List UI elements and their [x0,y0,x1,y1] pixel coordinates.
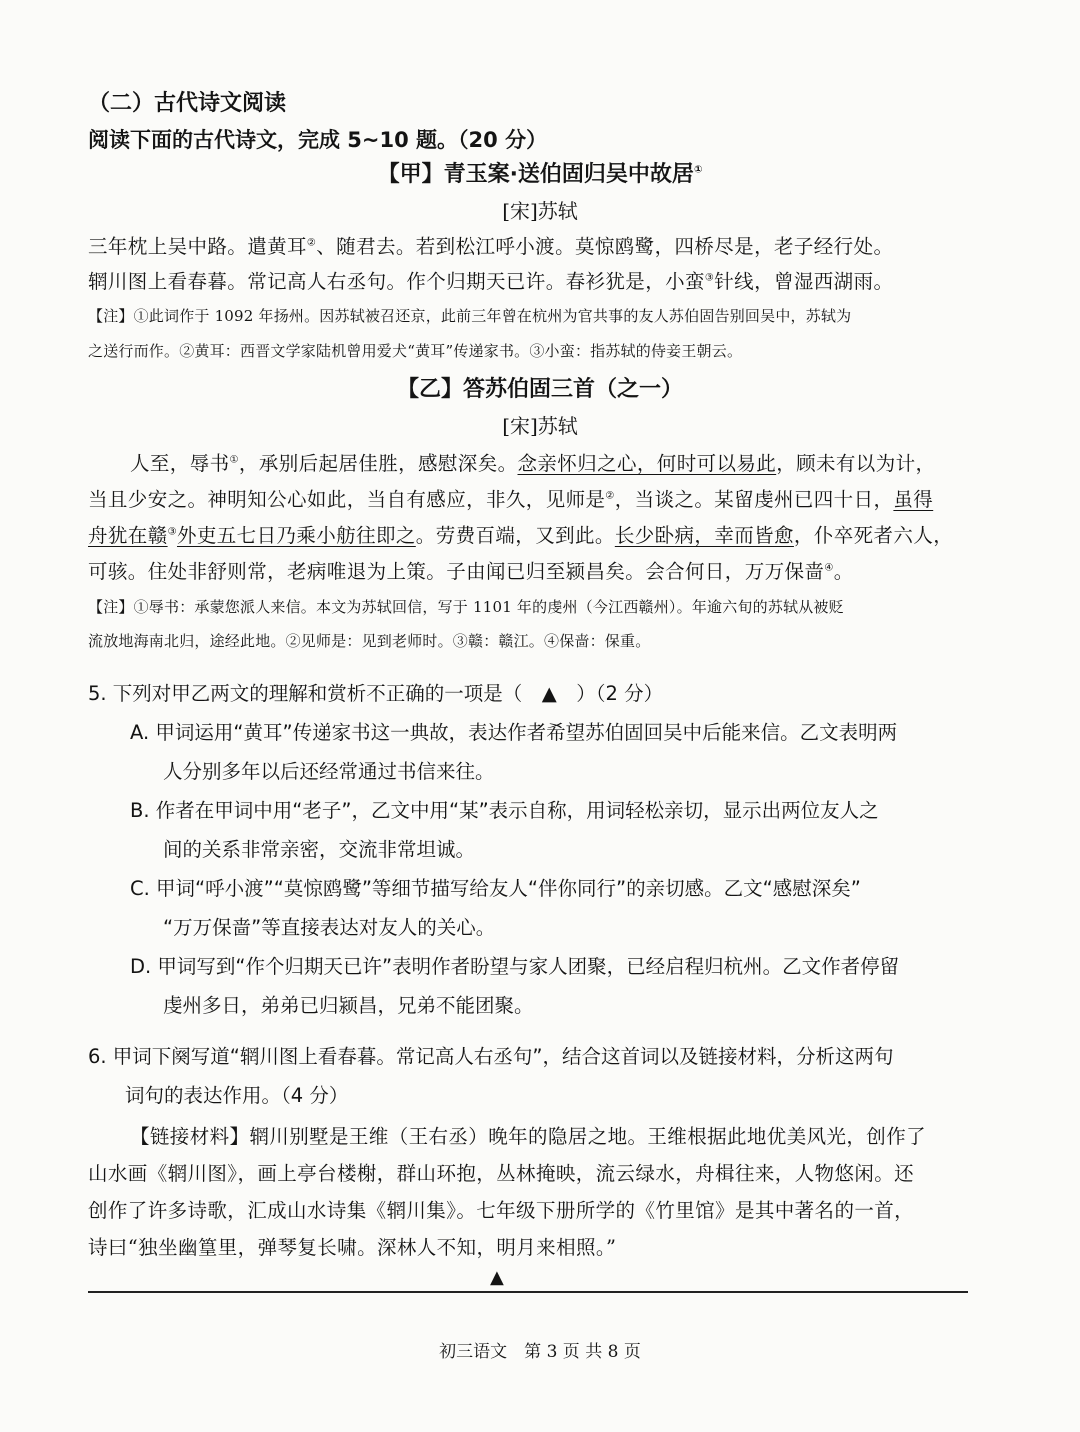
text-b-note-2: 流放地海南北归，途经此地。②见师是：见到老师时。③赣：赣江。④保啬：保重。 [88,632,651,650]
q5-option-d-line-1: D. 甲词写到“作个归期天已许”表明作者盼望与家人团聚，已经启程归杭州。乙文作者停留 [130,955,900,978]
poem-a-title: 【甲】青玉案·送伯固归吴中故居① [377,162,703,187]
poem-a-note-1: 【注】①此词作于 1092 年扬州。因苏轼被召还京，此前三年曾在杭州为官共事的友人苏伯固告别回吴中，苏轼为 [88,307,852,325]
q5-option-c-line-2: “万万保啬”等直接表达对友人的关心。 [163,916,496,939]
poem-a-note-2: 之送行而作。②黄耳：西晋文学家陆机曾用爱犬“黄耳”传递家书。③小蛮：指苏轼的侍妾王朝云。 [88,342,743,360]
q5-stem: 5. 下列对甲乙两文的理解和赏析不正确的一项是（ ▲ ）（2 分） [88,682,664,705]
q5-option-a-line-2: 人分别多年以后还经常通过书信来往。 [163,760,495,783]
q5-option-c-line-1: C. 甲词“呼小渡”“莫惊鸥鹭”等细节描写给友人“伴你同行”的亲切感。乙文“感慰深矣” [130,877,861,900]
poem-a-author: [宋]苏轼 [502,199,578,223]
q5-option-a-line-1: A. 甲词运用“黄耳”传递家书这一典故，表达作者希望苏伯固回吴中后能来信。乙文表明两 [130,721,898,744]
q6-stem-line-2: 词句的表达作用。（4 分） [125,1084,349,1107]
q6-material-line-1: 【链接材料】辋川别墅是王维（王右丞）晚年的隐居之地。王维根据此地优美风光，创作了 [130,1125,927,1148]
text-b-author: [宋]苏轼 [502,414,578,438]
text-b-line-4: 可骇。住处非舒则常，老病唯退为上策。子由闻已归至颍昌矣。会合何日，万万保啬④。 [88,560,854,583]
q5-option-b-line-2: 间的关系非常亲密，交流非常坦诚。 [163,838,476,861]
poem-a-line-2: 辋川图上看春暮。常记高人右丞句。作个归期天已许。春衫犹是，小蛮③针线，曾湿西湖雨。 [88,270,894,293]
text-b-line-1: 人至，辱书①，承别后起居佳胜，感慰深矣。念亲怀归之心，何时可以易此，顾未有以为计， [130,452,936,475]
q6-material-line-2: 山水画《辋川图》，画上亭台楼榭，群山环抱，丛林掩映，流云绿水，舟楫往来，人物悠闲。还 [88,1162,915,1185]
q6-material-line-4: 诗曰“独坐幽篁里，弹琴复长啸。深林人不知，明月来相照。” [88,1236,617,1259]
text-b-note-1: 【注】①辱书：承蒙您派人来信。本文为苏轼回信，写于 1101 年的虔州（今江西赣州）。年逾六旬的苏轼从被贬 [88,598,844,616]
q5-option-b-line-1: B. 作者在甲词中用“老子”，乙文中用“某”表示自称，用词轻松亲切，显示出两位友人之 [130,799,879,822]
instruction: 阅读下面的古代诗文，完成 5~10 题。（20 分） [88,128,548,152]
section-title: （二）古代诗文阅读 [88,91,287,116]
text-b-title: 【乙】答苏伯固三首（之一） [396,377,683,402]
answer-mark-triangle: ▲ [490,1267,504,1288]
text-b-line-3: 舟犹在赣③外吏五七日乃乘小舫往即之。劳费百端，又到此。长少卧病，幸而皆愈，仆卒死者六人， [88,524,954,547]
q6-material-line-3: 创作了许多诗歌，汇成山水诗集《辋川集》。七年级下册所学的《竹里馆》是其中著名的一首， [88,1199,915,1222]
page-footer: 初三语文 第 3 页 共 8 页 [439,1342,641,1362]
q6-stem-line-1: 6. 甲词下阕写道“辋川图上看春暮。常记高人右丞句”，结合这首词以及链接材料，分析这两句 [88,1045,894,1068]
text-b-line-2: 当且少安之。神明知公心如此，当自有感应，非久，见师是②，当谈之。某留虔州已四十日，虽得 [88,488,934,511]
answer-line [88,1291,968,1293]
q5-option-d-line-2: 虔州多日，弟弟已归颍昌，兄弟不能团聚。 [163,994,534,1017]
poem-a-line-1: 三年枕上吴中路。遣黄耳②、随君去。若到松江呼小渡。莫惊鸥鹭，四桥尽是，老子经行处。 [88,235,894,258]
